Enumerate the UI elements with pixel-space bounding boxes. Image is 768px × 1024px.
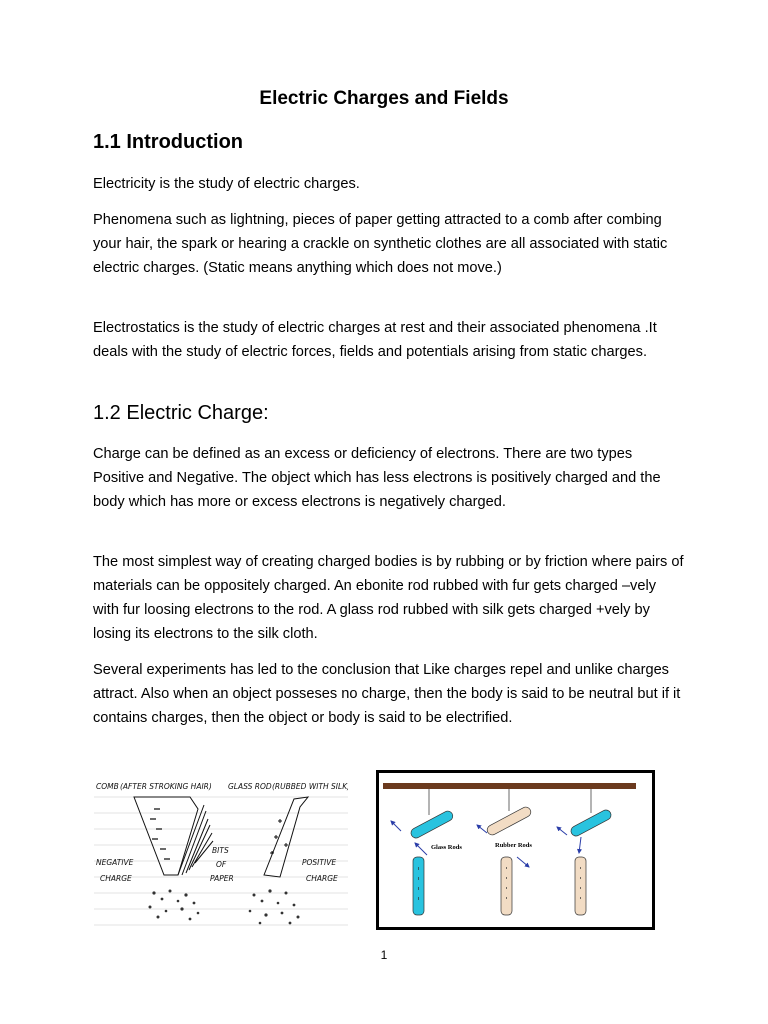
comb-label: COMB [96,782,119,791]
paragraph: Electricity is the study of electric charges. [93,176,360,192]
paragraph: Several experiments has led to the conclusion that Like charges repel and unlike charges attract. Also when an object posseses no charge, then the body is said to be neutral but if it contains charges, then the object or body is said to be electrified. [93,662,681,726]
sketch-drawing [94,775,348,935]
glass-and-rubber-rods-diagram [376,770,655,930]
rods-drawing [379,773,652,927]
section-heading-electric-charge: 1.2 Electric Charge: [93,402,269,424]
charge-label-right: CHARGE [306,874,338,883]
charge-label-left: CHARGE [100,874,132,883]
section-heading-introduction: 1.1 Introduction [93,131,243,153]
comb-drawing [134,797,213,875]
positive-label: POSITIVE [302,858,337,867]
standing-rubber-rod-2 [575,857,586,915]
standing-rubber-rod [501,857,512,915]
support-bar [383,783,636,789]
paper-label: PAPER [210,874,234,883]
strings [429,789,591,815]
standing-glass-rod [413,857,424,915]
of-label: OF [216,860,227,869]
comb-note: (AFTER STROKING HAIR) [120,782,212,791]
paper-bits [149,889,300,924]
paragraph: Charge can be defined as an excess or deficiency of electrons. There are two types Positive and Negative. The object which has less electrons is positively charged and the body which has more or excess electrons is negatively charged. [93,446,661,510]
charge-marks [419,867,581,900]
page-number: 1 [380,948,388,962]
rubber-rods-label: Rubber Rods [495,842,532,849]
bits-label: BITS [212,846,229,855]
comb-and-glass-rod-sketch [94,775,348,935]
hanging-glass-rod [409,809,454,839]
paragraph: Electrostatics is the study of electric charges at rest and their associated phenomena .It deals with the study of electric forces, fields and potentials arising from static charges. [93,320,657,360]
page-title: Electric Charges and Fields [259,88,509,109]
paragraph: Phenomena such as lightning, pieces of paper getting attracted to a comb after combing your hair, the spark or hearing a crackle on synthetic clothes are all associated with static electric charges. (Static means anything which does not move.) [93,212,668,276]
rod-label: GLASS ROD [228,782,272,791]
glass-rods-label: Glass Rods [431,844,462,851]
rod-note: (RUBBED WITH SILK) [272,782,348,791]
negative-label: NEGATIVE [96,858,134,867]
paragraph: The most simplest way of creating charged bodies is by rubbing or by friction where pairs of materials can be oppositely charged. An ebonite rod rubbed with fur gets charged –vely with fur loosing electrons to the rod. A glass rod rubbed with silk gets charged +vely by losing its electrons to the silk cloth. [93,554,684,642]
